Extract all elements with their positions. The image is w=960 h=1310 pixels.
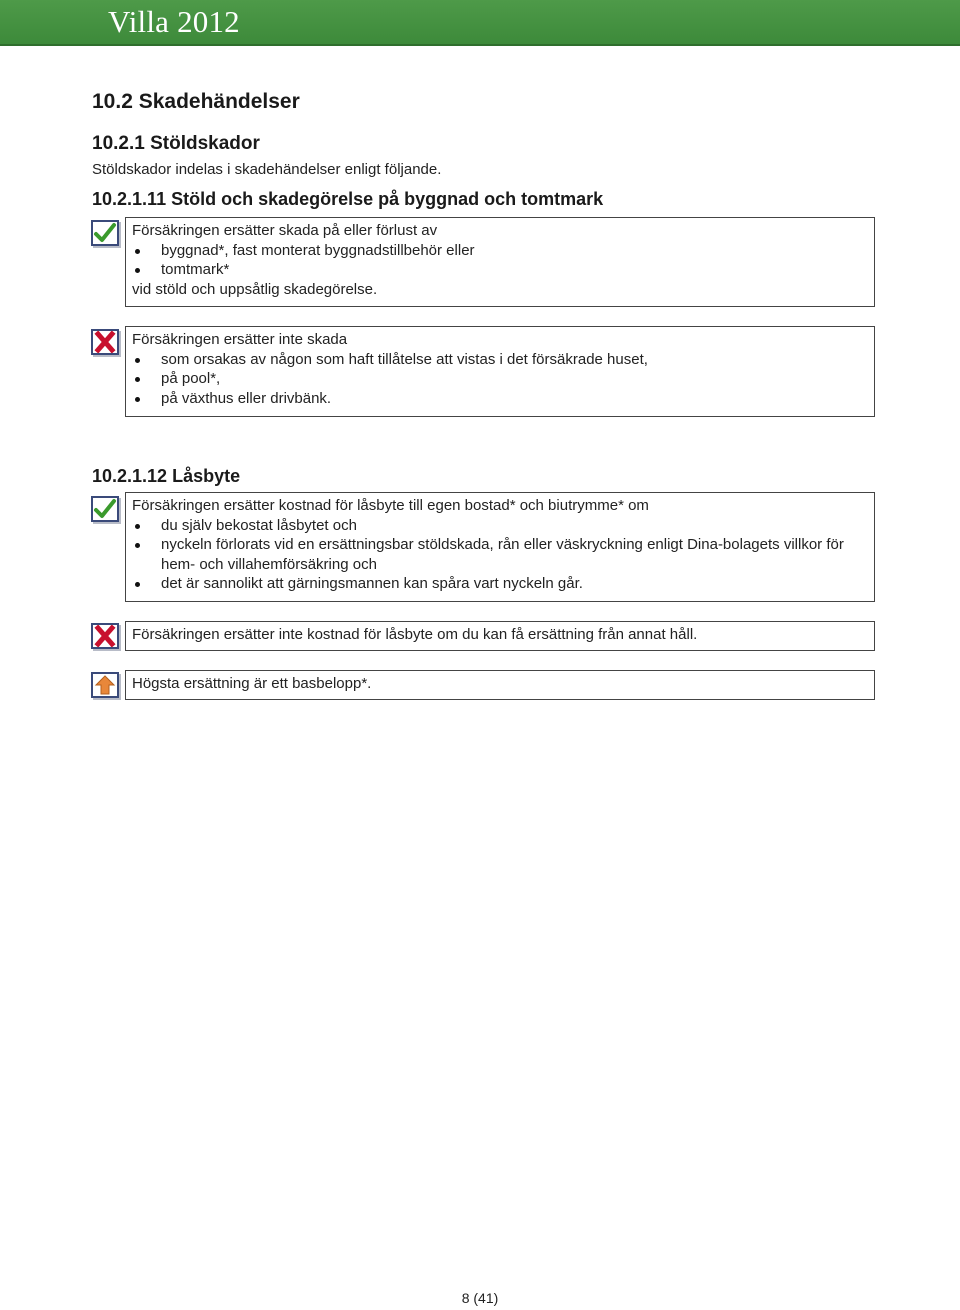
item-12-covered-list (132, 516, 868, 594)
check-icon (91, 496, 119, 522)
item-11-excluded-lead: Försäkringen ersätter inte skada (132, 331, 348, 348)
list-item: tomtmark* (132, 260, 868, 280)
cross-icon (91, 329, 119, 355)
header-banner (0, 0, 960, 46)
arrow-up-icon (91, 672, 119, 698)
cross-icon (91, 623, 119, 649)
subsection-heading: 10.2.1 Stöldskador (92, 133, 260, 154)
subsection-intro: Stöldskador indelas i skadehändelser enligt följande. (92, 161, 442, 178)
item-11-excluded-box (125, 326, 875, 417)
item-12-limit-text: Högsta ersättning är ett basbelopp*. (132, 675, 372, 692)
item-11-heading: 10.2.1.11 Stöld och skadegörelse på byggnad och tomtmark (92, 189, 604, 209)
page-number: 8 (41) (461, 1290, 499, 1306)
item-11-excluded-list (132, 350, 868, 409)
list-item: byggnad*, fast monterat byggnadstillbehör eller (132, 241, 868, 261)
list-item: nyckeln förlorats vid en ersättningsbar stöldskada, rån eller väskryckning enligt Dina-bolagets villkor för hem- och villahemförsäkring och (132, 535, 868, 574)
item-11-covered-list (132, 241, 868, 280)
item-12-excluded-text: Försäkringen ersätter inte kostnad för låsbyte om du kan få ersättning från annat håll. (132, 626, 698, 643)
item-11-covered-box (125, 217, 875, 307)
check-icon (91, 220, 119, 246)
list-item: på pool*, (132, 369, 868, 389)
item-11-covered-lead: Försäkringen ersätter skada på eller förlust av (132, 222, 438, 239)
item-12-covered-lead: Försäkringen ersätter kostnad för låsbyte till egen bostad* och biutrymme* om (132, 497, 649, 514)
list-item: på växthus eller drivbänk. (132, 389, 868, 409)
item-12-covered-box (125, 492, 875, 602)
document-title: Villa 2012 (108, 4, 240, 39)
item-12-limit-box (125, 670, 875, 700)
item-11-covered-tail: vid stöld och uppsåtlig skadegörelse. (132, 280, 378, 298)
item-12-excluded-box (125, 621, 875, 651)
list-item: som orsakas av någon som haft tillåtelse att vistas i det försäkrade huset, (132, 350, 868, 370)
list-item: det är sannolikt att gärningsmannen kan spåra vart nyckeln går. (132, 574, 868, 594)
item-12-heading: 10.2.1.12 Låsbyte (92, 466, 241, 486)
section-heading: 10.2 Skadehändelser (92, 90, 300, 113)
list-item: du själv bekostat låsbytet och (132, 516, 868, 536)
